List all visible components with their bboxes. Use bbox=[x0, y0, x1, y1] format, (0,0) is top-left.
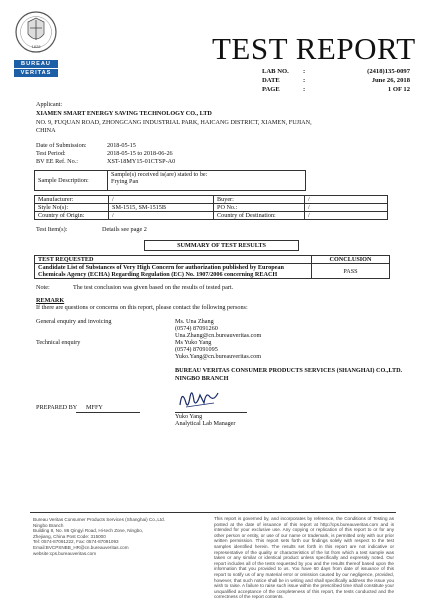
company-name: BUREAU VERITAS CONSUMER PRODUCTS SERVICES (SHANGHAI) CO.,LTD. bbox=[175, 367, 403, 374]
tech-contact-phone: (0574) 87091095 bbox=[175, 346, 218, 353]
bureau-veritas-logo bbox=[14, 10, 58, 77]
style-value: SM-1515, SM-1515B bbox=[109, 204, 214, 212]
footer-disclaimer: This report is governed by, and incorporates by reference, the Conditions of Testing as posted at the date of issuance of this report at http://cps.bureauveritas.com and is intended for your exclusive use. Any copying or replication of this report to or for any other person or entity, or use of our name or trademark, is permitted only with our prior written permission. This report sets forth our findings solely with respect to the test samples identified herein. The results set forth in this report are not indicative or representative of the quality or characteristics of the lot from which a test sample was taken or any similar or identical product unless specifically and expressly noted. Our report includes all of the tests requested by you and the results thereof based upon the information that you provided to us. You have 60 days from date of issuance of this report to notify us of any material error or omission caused by our negligence, provided, however, that such notice shall be in writing and shall specifically address the issue you wish to raise. A failure to raise such issue within the prescribed time shall constitute your unqualified acceptance of the completeness of this report, the tests conducted and the correctness of the report contents. bbox=[214, 516, 394, 600]
po-value: / bbox=[305, 204, 388, 212]
sample-description-line2: Frying Pan bbox=[111, 178, 139, 185]
buyer-label: Buyer: bbox=[214, 196, 305, 204]
applicant-address-line2: CHINA bbox=[36, 127, 56, 134]
sample-description-table bbox=[34, 170, 306, 191]
destination-value: / bbox=[305, 212, 388, 220]
remark-label: REMARK bbox=[36, 297, 65, 304]
footer-address-line: website:cps.bureauveritas.com bbox=[33, 550, 97, 556]
footer-address-line: Building 8, No. 86 Qingyi Road, Hi-tech Zone, Ningbo, bbox=[33, 528, 144, 534]
conclusion-value: PASS bbox=[312, 264, 390, 279]
logo-seal-icon bbox=[14, 10, 58, 54]
footer-address-line: Email:BVCPSNBB_HR@cn.bureauveritas.com bbox=[33, 544, 129, 550]
submission-date-label: Date of Submission: bbox=[36, 142, 87, 149]
test-period-value: 2018-05-15 to 2018-06-26 bbox=[107, 150, 173, 157]
test-requested-cell bbox=[35, 264, 312, 279]
signer-name: Yuko Yang bbox=[175, 413, 203, 420]
technical-enquiry-label: Technical enquiry bbox=[36, 339, 81, 346]
test-items-value: Details see page 2 bbox=[102, 226, 147, 233]
date-value: June 26, 2018 bbox=[371, 77, 410, 84]
footer-divider bbox=[30, 512, 396, 513]
origin-value: / bbox=[109, 212, 214, 220]
general-email-link[interactable]: Una.Zhang@cn.bureauveritas.com bbox=[175, 332, 262, 339]
general-contact-phone: (0574) 87091260 bbox=[175, 325, 218, 332]
summary-table bbox=[34, 255, 390, 279]
logo-word-bureau: BUREAU bbox=[14, 60, 58, 68]
company-branch: NINGBO BRANCH bbox=[175, 375, 229, 382]
bv-ref-value: XST-18MY15-01CTSP-A0 bbox=[107, 158, 176, 165]
test-period-label: Test Period: bbox=[36, 150, 66, 157]
applicant-name: XIAMEN SMART ENERGY SAVING TECHNOLOGY CO., LTD bbox=[36, 110, 212, 117]
prepared-by-line bbox=[76, 412, 140, 413]
style-label: Style No(s): bbox=[35, 204, 109, 212]
prepared-by-value: MFFY bbox=[86, 404, 103, 411]
footer-address-line: Bureau Veritas Consumer Products Services (Shanghai) Co.,Ltd. bbox=[33, 517, 166, 522]
tech-contact-email[interactable] bbox=[175, 353, 261, 360]
note-text: The test conclusion was given based on the results of tested part. bbox=[73, 284, 234, 291]
manufacturer-value: / bbox=[109, 196, 214, 204]
page-value: 1 OF 12 bbox=[387, 86, 410, 93]
applicant-address-line1: NO. 9, FUQUAN ROAD, ZHONGCANG INDUSTRIAL PARK, HAICANG DISTRICT, XIAMEN, FUJIAN, bbox=[36, 119, 312, 126]
lab-no-label: LAB NO. bbox=[262, 68, 289, 75]
colon: : bbox=[303, 68, 306, 75]
prepared-by-label: PREPARED BY bbox=[36, 404, 78, 411]
summary-title-box bbox=[144, 240, 299, 251]
footer-address-line: Tel: 0574-87091222, Fax: 0574-87091093 bbox=[33, 539, 119, 545]
logo-word-veritas: VERITAS bbox=[14, 69, 58, 77]
footer-address bbox=[33, 517, 168, 556]
conclusion-header: CONCLUSION bbox=[312, 256, 390, 264]
test-requested-line1: Candidate List of Substances of Very High Concern for authorization published by European bbox=[38, 264, 284, 271]
colon: : bbox=[303, 77, 306, 84]
report-title: TEST REPORT bbox=[212, 31, 416, 66]
tech-email-link[interactable]: Yuko.Yang@cn.bureauveritas.com bbox=[175, 353, 262, 360]
origin-label: Country of Origin: bbox=[35, 212, 109, 220]
sample-description-cell bbox=[108, 171, 306, 191]
test-requested-header: TEST REQUESTED bbox=[35, 256, 312, 264]
note-label: Note: bbox=[36, 284, 50, 291]
sample-description-line1: Sample(s) received is(are) stated to be: bbox=[111, 171, 208, 178]
po-label: PO No.: bbox=[214, 204, 305, 212]
footer-address-line: Zhejiang, China Post Code: 315000 bbox=[33, 533, 106, 539]
product-info-table bbox=[34, 195, 388, 220]
test-items-label: Test Item(s): bbox=[36, 226, 68, 233]
page-label: PAGE bbox=[262, 86, 280, 93]
svg-text:1828: 1828 bbox=[31, 44, 41, 49]
submission-date-value: 2018-05-15 bbox=[107, 142, 136, 149]
signer-title: Analytical Lab Manager bbox=[175, 420, 236, 427]
footer-address-line: Ningbo Branch bbox=[33, 522, 64, 528]
remark-intro: If there are questions or concerns on this report, please contact the following persons: bbox=[36, 304, 248, 311]
buyer-value: / bbox=[305, 196, 388, 204]
lab-no-value: (2418)135-0097 bbox=[367, 68, 410, 75]
destination-label: Country of Destination: bbox=[214, 212, 305, 220]
bv-ref-label: BV EE Ref. No.: bbox=[36, 158, 78, 165]
colon: : bbox=[303, 86, 306, 93]
summary-title: SUMMARY OF TEST RESULTS bbox=[145, 241, 299, 251]
date-label: DATE bbox=[262, 77, 280, 84]
test-requested-line2: Chemicals Agency (ECHA) Regarding Regulation (EC) No. 1907/2006 concerning REACH bbox=[38, 271, 278, 278]
general-enquiry-label: General enquiry and invoicing bbox=[36, 318, 112, 325]
applicant-label: Applicant: bbox=[36, 101, 63, 108]
manufacturer-label: Manufacturer: bbox=[35, 196, 109, 204]
signature-icon bbox=[176, 383, 220, 413]
sample-description-label: Sample Description: bbox=[35, 171, 108, 191]
tech-contact-name: Ms Yuko Yang bbox=[175, 339, 212, 346]
general-contact-name: Ms. Una Zhang bbox=[175, 318, 214, 325]
